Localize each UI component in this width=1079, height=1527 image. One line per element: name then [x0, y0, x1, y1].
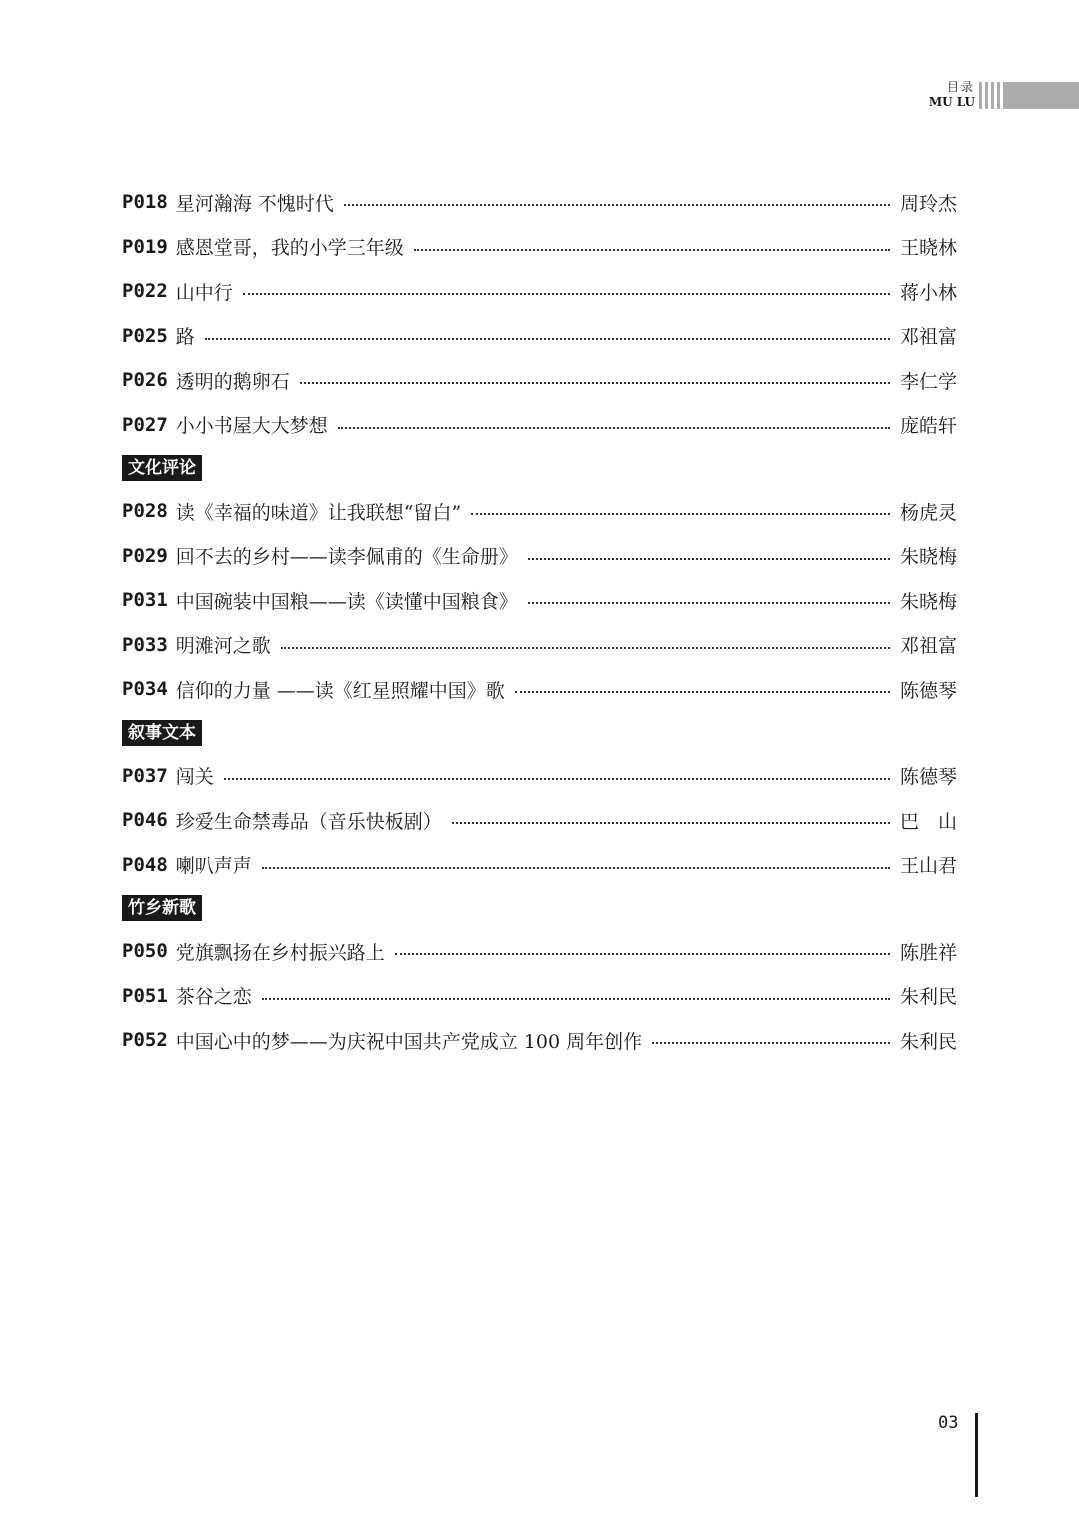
toc-leader-dots — [471, 513, 890, 515]
toc-leader-dots — [414, 249, 890, 251]
toc-entry[interactable] — [122, 843, 957, 888]
toc-entry[interactable] — [122, 225, 957, 270]
toc-title: 透明的鹅卵石 — [175, 370, 290, 393]
toc-entry[interactable] — [122, 798, 957, 843]
toc-entry[interactable] — [122, 534, 957, 579]
toc-author: 朱利民 — [899, 986, 957, 1009]
toc-title: 星河瀚海 不愧时代 — [175, 192, 334, 215]
toc-author: 巴 山 — [899, 810, 957, 833]
toc-leader-dots — [205, 338, 890, 340]
toc-title: 小小书屋大大梦想 — [175, 415, 328, 438]
toc-leader-dots — [515, 691, 890, 693]
toc-page-number: P037 — [122, 764, 168, 787]
toc-title: 山中行 — [175, 281, 233, 304]
toc-page-number: P033 — [122, 633, 168, 656]
toc-leader-dots — [300, 382, 890, 384]
toc-page-number: P034 — [122, 678, 168, 701]
toc-page-number: P019 — [122, 235, 168, 258]
toc-page-number: P025 — [122, 324, 168, 347]
toc-author: 朱晓梅 — [899, 546, 957, 569]
toc-author: 王晓林 — [899, 237, 957, 260]
toc-page-number: P022 — [122, 280, 168, 303]
toc-leader-dots — [338, 427, 890, 429]
toc-entry[interactable] — [122, 578, 957, 623]
toc-page-number: P018 — [122, 191, 168, 214]
footer-rule — [975, 1413, 978, 1497]
header-stripe — [997, 82, 1000, 109]
toc-title: 路 — [175, 326, 195, 349]
toc-author: 邓祖富 — [899, 635, 957, 658]
toc-page-number: P027 — [122, 413, 168, 436]
header-stripes — [979, 82, 1006, 109]
section-row — [122, 887, 957, 929]
toc-leader-dots — [344, 204, 890, 206]
toc-entry[interactable] — [122, 314, 957, 359]
header-title — [929, 80, 975, 110]
toc-leader-dots — [452, 822, 890, 824]
toc-author: 李仁学 — [899, 370, 957, 393]
toc-page-number: P048 — [122, 853, 168, 876]
toc-title: 信仰的力量 ——读《红星照耀中国》歌 — [175, 679, 505, 702]
section-heading: 叙事文本 — [122, 720, 202, 746]
section-heading: 竹乡新歌 — [122, 895, 202, 921]
toc-title: 中国碗装中国粮——读《读懂中国粮食》 — [175, 590, 518, 613]
toc-page-number: P029 — [122, 544, 168, 567]
toc-title: 喇叭声声 — [175, 855, 252, 878]
toc-entry[interactable] — [122, 269, 957, 314]
toc-title: 读《幸福的味道》让我联想“留白” — [175, 501, 462, 524]
toc-entry[interactable] — [122, 623, 957, 668]
toc-leader-dots — [224, 778, 890, 780]
toc-entry[interactable] — [122, 754, 957, 799]
header-block — [1003, 82, 1079, 109]
toc-entry[interactable] — [122, 489, 957, 534]
toc-leader-dots — [652, 1042, 890, 1044]
section-row — [122, 447, 957, 489]
section-row — [122, 712, 957, 754]
section-heading: 文化评论 — [122, 455, 202, 481]
toc-entry[interactable] — [122, 667, 957, 712]
toc-entry[interactable] — [122, 1018, 957, 1063]
toc-title: 珍爱生命禁毒品（音乐快板剧） — [175, 810, 442, 833]
toc-author: 杨虎灵 — [899, 501, 957, 524]
toc-page-number: P031 — [122, 589, 168, 612]
toc-author: 朱利民 — [899, 1030, 957, 1053]
toc-author: 王山君 — [899, 855, 957, 878]
table-of-contents — [122, 180, 957, 1063]
toc-title: 感恩堂哥，我的小学三年级 — [175, 237, 404, 260]
toc-page-number: P046 — [122, 809, 168, 832]
toc-page-number: P028 — [122, 500, 168, 523]
toc-page-number: P052 — [122, 1029, 168, 1052]
toc-leader-dots — [243, 293, 890, 295]
page-number: 03 — [938, 1413, 959, 1433]
toc-leader-dots — [262, 998, 890, 1000]
toc-entry[interactable] — [122, 180, 957, 225]
toc-author: 陈德琴 — [899, 679, 957, 702]
toc-author: 周玲杰 — [899, 192, 957, 215]
toc-title: 闯关 — [175, 766, 214, 789]
toc-title: 茶谷之恋 — [175, 986, 252, 1009]
toc-page-number: P050 — [122, 940, 168, 963]
toc-leader-dots — [528, 602, 890, 604]
toc-page-number: P051 — [122, 984, 168, 1007]
toc-entry[interactable] — [122, 358, 957, 403]
toc-entry[interactable] — [122, 974, 957, 1019]
header-title-cn: 目录 — [946, 80, 975, 94]
toc-leader-dots — [528, 558, 890, 560]
toc-entry[interactable] — [122, 929, 957, 974]
toc-leader-dots — [262, 867, 890, 869]
toc-title: 回不去的乡村——读李佩甫的《生命册》 — [175, 546, 518, 569]
toc-leader-dots — [281, 647, 890, 649]
toc-author: 朱晓梅 — [899, 590, 957, 613]
toc-author: 陈胜祥 — [899, 941, 957, 964]
toc-leader-dots — [395, 953, 890, 955]
toc-page-number: P026 — [122, 369, 168, 392]
toc-title: 明滩河之歌 — [175, 635, 271, 658]
header-title-en: MU LU — [928, 95, 975, 109]
toc-title: 中国心中的梦——为庆祝中国共产党成立 100 周年创作 — [175, 1030, 643, 1053]
toc-author: 邓祖富 — [899, 326, 957, 349]
header-stripe — [991, 82, 994, 109]
toc-author: 蒋小林 — [899, 281, 957, 304]
header-stripe — [979, 82, 982, 109]
toc-entry[interactable] — [122, 403, 957, 448]
header-stripe — [985, 82, 988, 109]
toc-author: 陈德琴 — [899, 766, 957, 789]
toc-author: 庞皓轩 — [899, 415, 957, 438]
toc-title: 党旗飘扬在乡村振兴路上 — [175, 941, 385, 964]
